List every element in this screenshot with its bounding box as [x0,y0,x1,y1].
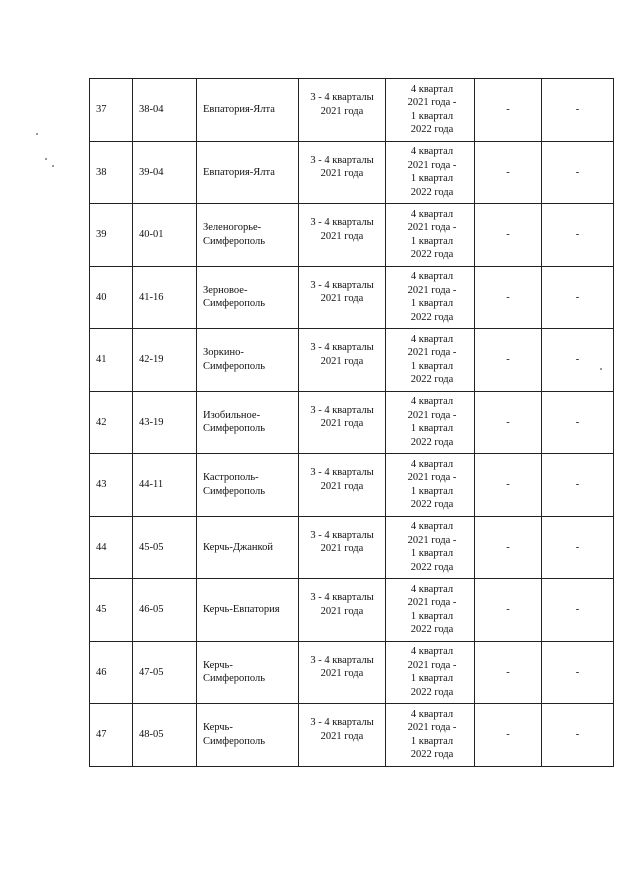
route-code-cell [133,329,197,392]
column-8-text: - [575,416,580,428]
column-7-text: - [506,166,510,178]
start-period-text: 3 - 4 кварталы 2021 года [310,467,374,492]
table-row [90,204,614,267]
end-period-cell [386,579,475,642]
route-code-cell [133,516,197,579]
column-7-cell [475,454,542,517]
route-code-text: 45-05 [139,541,164,553]
table-row [90,641,614,704]
route-code-text: 44-11 [139,479,164,490]
route-name-text: Евпатория-Ялта [203,104,275,115]
route-code-cell [133,79,197,142]
route-code-text: 43-19 [139,416,164,428]
row-number-cell [90,454,133,517]
row-number-text: 38 [96,166,107,178]
column-8-cell [542,641,614,704]
end-period-text: 4 квартал 2021 года - 1 квартал 2022 года [407,521,457,573]
end-period-text: 4 квартал 2021 года - 1 квартал 2022 года [407,208,457,261]
row-number-cell [90,579,133,642]
column-8-cell [542,329,614,392]
end-period-cell [386,704,475,767]
column-8-text: - [575,604,580,615]
table-row [90,454,614,517]
column-8-text: - [575,729,580,740]
row-number-text: 47 [96,729,107,740]
column-7-cell [475,79,542,142]
end-period-cell [386,391,475,454]
row-number-text: 42 [96,416,107,428]
route-code-text: 48-05 [139,729,164,740]
row-number-text: 45 [96,604,107,615]
row-number-cell [90,266,133,329]
column-7-cell [475,204,542,267]
start-period-text: 3 - 4 кварталы 2021 года [310,154,374,180]
column-7-cell [475,579,542,642]
route-name-cell [197,141,299,204]
table-body [90,79,614,767]
end-period-text: 4 квартал 2021 года - 1 квартал 2022 года [407,396,457,448]
route-name-text: Изобильное- Симферополь [203,409,265,435]
column-8-text: - [575,541,580,553]
column-8-cell [542,391,614,454]
column-7-text: - [506,354,510,365]
route-name-text: Керчь- Симферополь [203,722,265,747]
route-code-cell [133,641,197,704]
document-table [89,78,614,767]
column-7-text: - [506,604,510,615]
row-number-text: 40 [96,291,107,303]
row-number-cell [90,391,133,454]
row-number-text: 46 [96,666,107,678]
route-name-text: Кастрополь- Симферополь [203,472,265,497]
route-name-cell [197,266,299,329]
column-8-cell [542,79,614,142]
row-number-cell [90,704,133,767]
route-name-text: Зоркино- Симферополь [203,347,265,372]
route-name-cell [197,579,299,642]
row-number-cell [90,79,133,142]
column-7-cell [475,516,542,579]
column-7-text: - [506,729,510,740]
start-period-cell [299,204,386,267]
end-period-text: 4 квартал 2021 года - 1 квартал 2022 года [407,458,457,511]
route-code-text: 38-04 [139,104,164,115]
route-name-text: Керчь- Симферополь [203,659,265,685]
end-period-cell [386,204,475,267]
route-code-cell [133,141,197,204]
route-name-text: Зерновое- Симферополь [203,284,265,310]
column-7-text: - [506,666,510,678]
table-row [90,704,614,767]
start-period-cell [299,79,386,142]
route-code-text: 40-01 [139,229,164,240]
column-7-cell [475,266,542,329]
end-period-text: 4 квартал 2021 года - 1 квартал 2022 года [407,271,457,323]
route-name-text: Евпатория-Ялта [203,166,275,178]
row-number-text: 41 [96,354,107,365]
start-period-text: 3 - 4 кварталы 2021 года [310,717,374,742]
column-7-text: - [506,229,510,240]
start-period-cell [299,454,386,517]
route-name-cell [197,391,299,454]
end-period-cell [386,79,475,142]
column-8-text: - [575,354,580,365]
end-period-text: 4 квартал 2021 года - 1 квартал 2022 года [407,583,457,636]
route-name-cell [197,704,299,767]
end-period-text: 4 квартал 2021 года - 1 квартал 2022 года [407,646,457,698]
column-7-text: - [506,291,510,303]
route-name-text: Зеленогорье- Симферополь [203,222,265,247]
column-7-text: - [506,479,510,490]
column-8-cell [542,579,614,642]
column-8-text: - [575,291,580,303]
row-number-text: 37 [96,104,107,115]
table-row [90,329,614,392]
column-8-cell [542,704,614,767]
route-code-text: 41-16 [139,291,164,303]
row-number-cell [90,329,133,392]
end-period-text: 4 квартал 2021 года - 1 квартал 2022 года [407,146,457,198]
route-code-cell [133,391,197,454]
column-8-cell [542,266,614,329]
route-code-text: 46-05 [139,604,164,615]
end-period-text: 4 квартал 2021 года - 1 квартал 2022 года [407,708,457,761]
column-8-text: - [575,479,580,490]
end-period-text: 4 квартал 2021 года - 1 квартал 2022 года [407,333,457,386]
column-8-cell [542,454,614,517]
route-code-cell [133,579,197,642]
column-8-text: - [575,229,580,240]
start-period-text: 3 - 4 кварталы 2021 года [310,654,374,680]
end-period-cell [386,641,475,704]
column-8-cell [542,204,614,267]
column-7-cell [475,329,542,392]
column-8-cell [542,516,614,579]
start-period-text: 3 - 4 кварталы 2021 года [310,92,374,117]
row-number-text: 44 [96,541,107,553]
route-code-cell [133,454,197,517]
start-period-text: 3 - 4 кварталы 2021 года [310,342,374,367]
column-8-text: - [575,104,580,115]
route-name-cell [197,329,299,392]
start-period-text: 3 - 4 кварталы 2021 года [310,592,374,617]
route-code-text: 47-05 [139,666,164,678]
row-number-cell [90,141,133,204]
column-7-cell [475,641,542,704]
row-number-cell [90,516,133,579]
table-row [90,516,614,579]
start-period-text: 3 - 4 кварталы 2021 года [310,279,374,305]
table-row [90,391,614,454]
end-period-cell [386,141,475,204]
column-7-text: - [506,416,510,428]
row-number-text: 39 [96,229,107,240]
column-8-text: - [575,666,580,678]
start-period-text: 3 - 4 кварталы 2021 года [310,529,374,555]
row-number-cell [90,641,133,704]
row-number-cell [90,204,133,267]
start-period-cell [299,579,386,642]
route-code-cell [133,266,197,329]
start-period-text: 3 - 4 кварталы 2021 года [310,217,374,242]
route-code-text: 39-04 [139,166,164,178]
start-period-cell [299,516,386,579]
table-row [90,266,614,329]
table-row [90,79,614,142]
start-period-cell [299,704,386,767]
end-period-cell [386,516,475,579]
end-period-cell [386,329,475,392]
row-number-text: 43 [96,479,107,490]
table-row [90,579,614,642]
route-code-cell [133,704,197,767]
column-7-text: - [506,104,510,115]
route-name-cell [197,516,299,579]
start-period-cell [299,329,386,392]
column-7-cell [475,391,542,454]
column-7-cell [475,141,542,204]
column-7-text: - [506,541,510,553]
end-period-cell [386,266,475,329]
column-8-cell [542,141,614,204]
start-period-cell [299,641,386,704]
start-period-text: 3 - 4 кварталы 2021 года [310,404,374,430]
route-code-cell [133,204,197,267]
column-7-cell [475,704,542,767]
route-code-text: 42-19 [139,354,164,365]
end-period-cell [386,454,475,517]
route-name-cell [197,204,299,267]
start-period-cell [299,266,386,329]
column-8-text: - [575,166,580,178]
start-period-cell [299,141,386,204]
table-row [90,141,614,204]
route-name-cell [197,641,299,704]
start-period-cell [299,391,386,454]
route-name-cell [197,454,299,517]
end-period-text: 4 квартал 2021 года - 1 квартал 2022 года [407,83,457,136]
route-name-text: Керчь-Джанкой [203,541,273,553]
route-name-text: Керчь-Евпатория [203,604,280,615]
route-name-cell [197,79,299,142]
